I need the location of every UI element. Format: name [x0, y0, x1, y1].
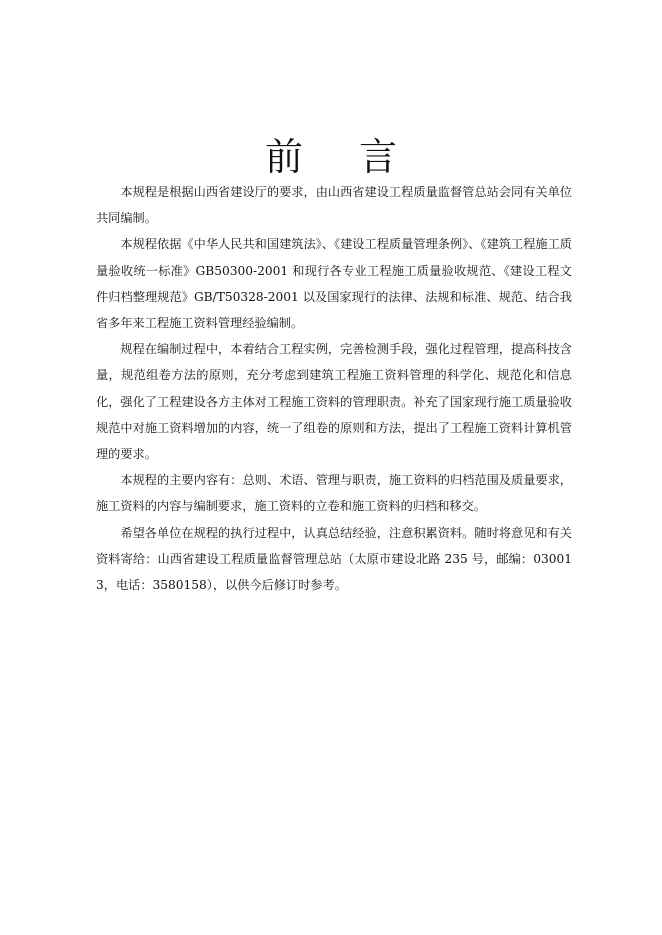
paragraph-principles: 规程在编制过程中，本着结合工程实例，完善检测手段，强化过程管理，提高科技含量，规范组卷方法的原则，充分考虑到建筑工程施工资料管理的科学化、规范化和信息化，强化了工程建设各方主体对工程施工资料的管理职责。补充了国家现行施工质量验收规范中对施工资料增加的内容，统一了组卷的原则和方法，提出了工程施工资料计算机管理的要求。 — [96, 342, 572, 462]
title-char-2: 言 — [359, 135, 398, 180]
paragraph-feedback: 希望各单位在规程的执行过程中，认真总结经验，注意积累资料。随时将意见和有关资料寄给：山西省建设工程质量监督管理总站（太原市建设北路 235 号，邮编：030013，电话：3580158），以供今后修订时参考。 — [96, 525, 572, 593]
paragraph-origin: 本规程是根据山西省建设厅的要求，由山西省建设工程质量监督管总站会同有关单位共同编制。 — [96, 185, 572, 226]
paragraph-basis: 本规程依据《中华人民共和国建筑法》、《建设工程质量管理条例》、《建筑工程施工质量验收统一标准》GB50300-2001 和现行各专业工程施工质量验收规范、《建设工程文件归档整理规范》GB/T50328-2001 以及国家现行的法律、法规和标准、规范、结合我省多年来工程施工资料管理经验编制。 — [96, 237, 572, 331]
preface-body — [96, 179, 572, 598]
paragraph-contents: 本规程的主要内容有：总则、术语、管理与职责，施工资料的归档范围及质量要求，施工资料的内容与编制要求，施工资料的立卷和施工资料的归档和移交。 — [96, 473, 572, 514]
title-char-1: 前 — [264, 135, 303, 180]
page-title — [0, 133, 662, 181]
